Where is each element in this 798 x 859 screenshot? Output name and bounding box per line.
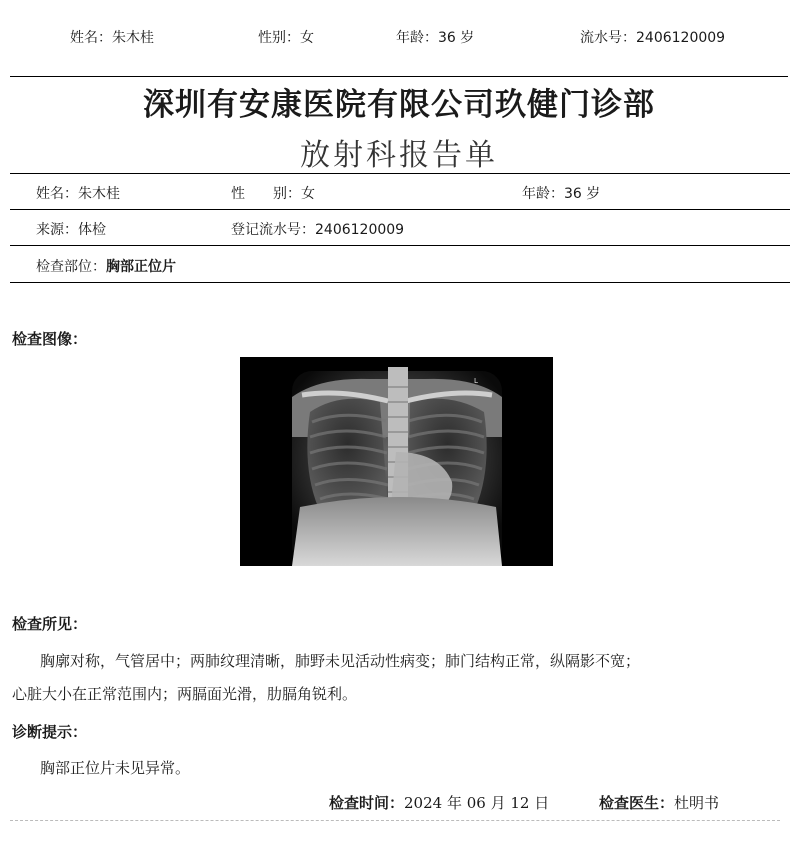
info-part: 检查部位：胸部正位片 [36, 259, 176, 275]
hospital-title: 深圳有安康医院有限公司玖健门诊部 [143, 87, 655, 123]
report-title: 放射科报告单 [300, 138, 498, 173]
chest-xray-image [240, 357, 553, 566]
image-section-label: 检查图像： [12, 330, 88, 348]
exam-time: 检查时间：2024 年 06 月 12 日 [329, 794, 550, 812]
info-top-rule [10, 173, 790, 174]
info-reg-serial: 登记流水号：2406120009 [231, 222, 405, 238]
info-name: 姓名：朱木桂 [36, 186, 120, 202]
info-source: 来源：体检 [36, 222, 106, 238]
header-serial: 流水号：2406120009 [580, 30, 726, 46]
header-rule [10, 76, 788, 77]
footer-rule [10, 820, 780, 821]
findings-line-2: 心脏大小在正常范围内；两膈面光滑，肋膈角锐利。 [12, 685, 358, 703]
info-gender: 性 别：女 [231, 186, 315, 202]
info-row-rule-1 [10, 209, 790, 210]
header-gender: 性别：女 [258, 30, 314, 46]
header-age: 年龄：36 岁 [396, 30, 475, 46]
info-age: 年龄：36 岁 [522, 186, 601, 202]
diagnosis-text: 胸部正位片未见异常。 [40, 759, 191, 777]
info-bottom-rule [10, 282, 790, 283]
header-name: 姓名：朱木桂 [70, 30, 154, 46]
diagnosis-label: 诊断提示： [12, 723, 88, 741]
findings-label: 检查所见： [12, 615, 88, 633]
info-row-rule-2 [10, 245, 790, 246]
exam-doctor: 检查医生：杜明书 [599, 794, 720, 812]
xray-marker: L [474, 377, 478, 385]
findings-line-1: 胸廓对称，气管居中；两肺纹理清晰，肺野未见活动性病变；肺门结构正常，纵隔影不宽； [40, 652, 641, 670]
